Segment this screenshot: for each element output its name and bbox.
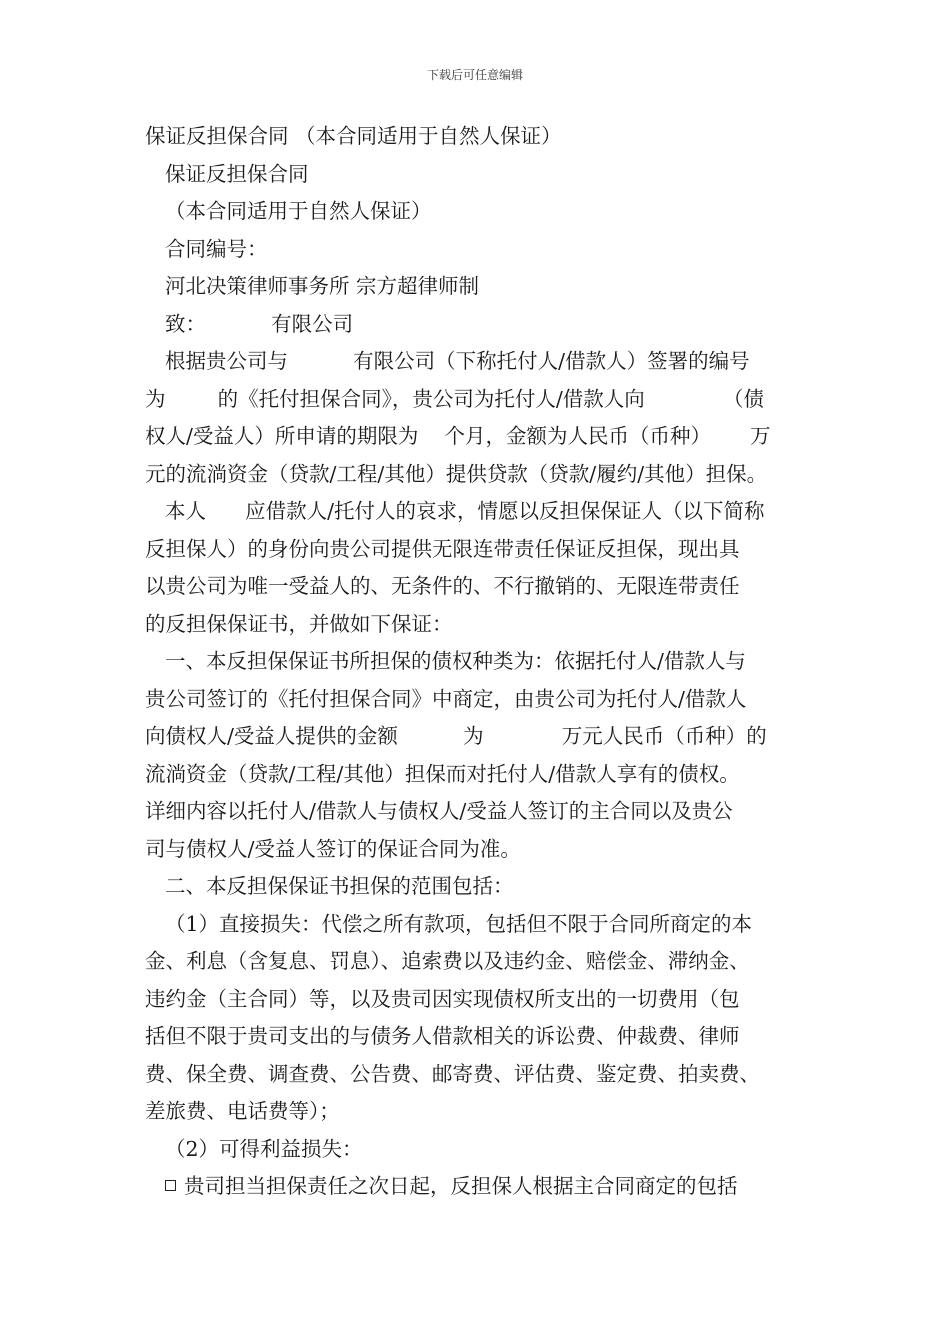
page-header-note: 下载后可任意编辑 [426,68,523,82]
paragraph-line: 差旅费、电话费等）； [145,1099,340,1123]
paragraph-line: 向债权人/受益人提供的金额 为 万元人民币（币种）的 [145,724,767,748]
paragraph-line: 司与债权人/受益人签订的保证合同为准。 [145,836,521,861]
paragraph-line: 贵公司签订的《托付担保合同》中商定，由贵公司为托付人/借款人 [145,686,747,711]
checkbox-item-line [145,1168,809,1206]
checkbox-item-text: 贵司担当担保责任之次日起，反担保人根据主合同商定的包括 [184,1174,738,1198]
contract-title: 保证反担保合同 [165,161,309,186]
paragraph-line: 本人 应借款人/托付人的哀求，情愿以反担保保证人（以下简称 [165,499,765,523]
checkbox-icon [165,1180,176,1191]
paragraph-line: 反担保人）的身份向贵公司提供无限连带责任保证反担保，现出具 [145,536,740,561]
item-one-line: （1）直接损失：代偿之所有款项，包括但不限于合同所商定的本 [165,911,753,936]
paragraph-line: 根据贵公司与 有限公司（下称托付人/借款人）签署的编号 [165,349,750,373]
contract-number-label: 合同编号： [165,236,268,261]
document-body [145,118,809,1206]
paragraph-line: 的反担保保证书，并做如下保证： [145,611,453,636]
paragraph-line: 元的流淌资金（贷款/工程/其他）提供贷款（贷款/履约/其他）担保。 [145,461,768,486]
paragraph-line: 权人/受益人）所申请的期限为 个月，金额为人民币（币种） 万 [145,424,771,448]
law-firm-line: 河北决策律师事务所 宗方超律师制 [165,274,480,298]
paragraph-line: 为 的《托付担保合同》，贵公司为托付人/借款人向 （债 [145,386,764,411]
section-one-line: 一、本反担保保证书所担保的债权种类为：依据托付人/借款人与 [165,649,746,673]
paragraph-line: 金、利息（含复息、罚息）、追索费以及违约金、赔偿金、滞纳金、 [145,949,750,973]
contract-subtitle: （本合同适用于自然人保证） [165,199,432,223]
paragraph-line: 违约金（主合同）等，以及贵司因实现债权所支出的一切费用（包 [145,986,740,1011]
document-title-line: 保证反担保合同 （本合同适用于自然人保证） [145,124,562,148]
paragraph-line: 详细内容以托付人/借款人与债权人/受益人签订的主合同以及贵公 [145,799,733,823]
paragraph-line: 括但不限于贵司支出的与债务人借款相关的诉讼费、仲裁费、律师 [145,1024,740,1048]
paragraph-line: 流淌资金（贷款/工程/其他）担保而对托付人/借款人享有的债权。 [145,761,740,786]
addressee-line: 致： 有限公司 [165,311,354,336]
item-two-line: （2）可得利益损失： [165,1136,363,1161]
section-two-heading: 二、本反担保保证书担保的范围包括： [165,874,514,898]
paragraph-line: 以贵公司为唯一受益人的、无条件的、不行撤销的、无限连带责任 [145,574,740,598]
paragraph-line: 费、保全费、调查费、公告费、邮寄费、评估费、鉴定费、拍卖费、 [145,1061,760,1086]
